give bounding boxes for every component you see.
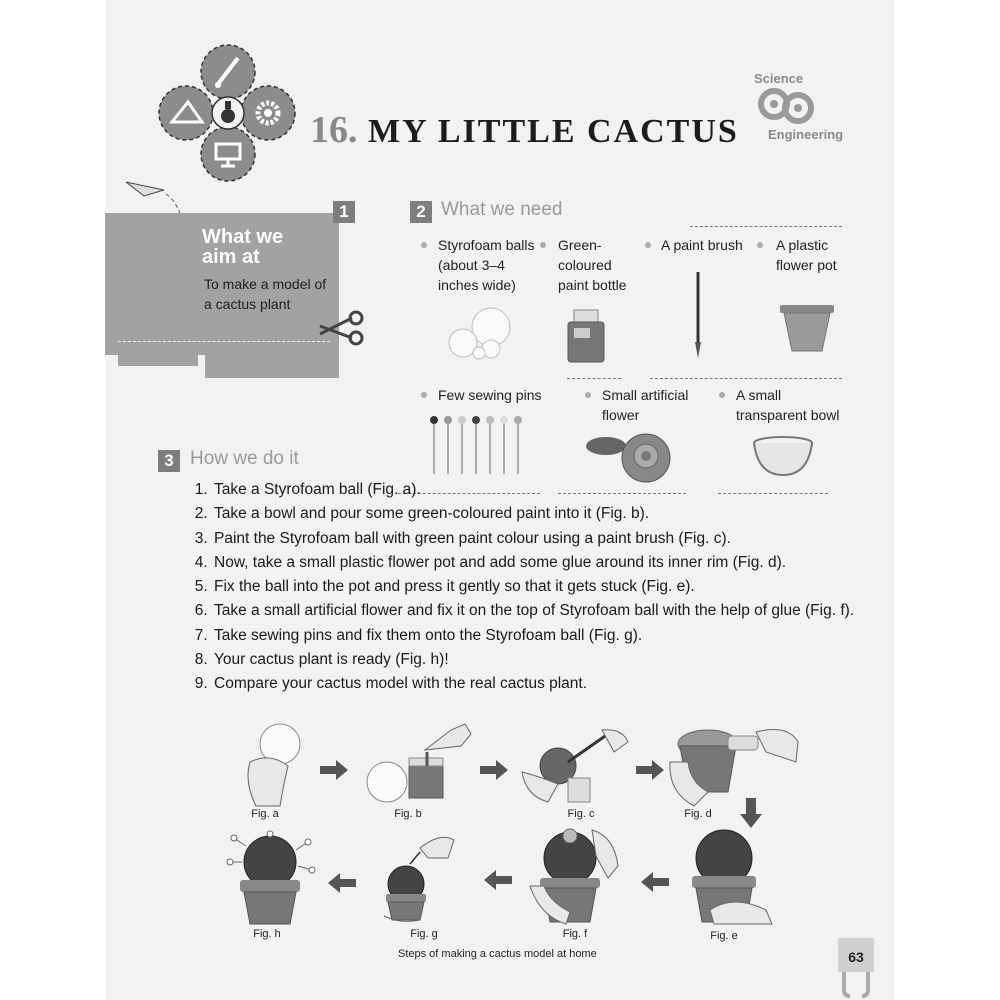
- need-divider: [567, 378, 621, 379]
- fig-label-d: Fig. d: [684, 808, 712, 820]
- step-item: 6. Take a small artificial flower and fix it on the top of Styrofoam ball with the help of glue (Fig. f).: [212, 599, 872, 623]
- bullet: [421, 242, 427, 248]
- step-item: 4. Now, take a small plastic flower pot and add some glue around its inner rim (Fig. d).: [212, 551, 872, 575]
- arrow-left-icon: [328, 873, 356, 893]
- scissors-icon: [318, 312, 368, 346]
- fig-label-f: Fig. f: [562, 928, 588, 940]
- step-item: 8. Your cactus plant is ready (Fig. h)!: [212, 648, 872, 672]
- paint-brush-icon: [692, 272, 704, 358]
- styrofoam-balls-icon: [443, 305, 515, 361]
- transparent-bowl-icon: [752, 435, 814, 479]
- bullet: [540, 242, 546, 248]
- subject-engineering: Engineering: [768, 127, 844, 142]
- chapter-title: [310, 108, 739, 152]
- section-badge-1: 1: [333, 201, 355, 223]
- fig-label-e: Fig. e: [710, 930, 738, 942]
- steps-list: [188, 478, 872, 697]
- step-item: 3. Paint the Styrofoam ball with green paint colour using a paint brush (Fig. c).: [212, 527, 872, 551]
- fig-label-c: Fig. c: [567, 808, 595, 820]
- bullet: [645, 242, 651, 248]
- need-item-styrofoam: Styrofoam balls (about 3–4 inches wide): [438, 237, 535, 293]
- arrow-right-icon: [636, 760, 664, 780]
- step-item: 1. Take a Styrofoam ball (Fig. a).: [212, 478, 872, 502]
- fig-e-illustration: [684, 824, 774, 926]
- fig-label-g: Fig. g: [410, 928, 438, 940]
- fig-c-illustration: [518, 722, 630, 806]
- arrow-left-icon: [641, 872, 669, 892]
- infinity-swirl-icon: [756, 86, 820, 126]
- step-item: 2. Take a bowl and pour some green-coloured paint into it (Fig. b).: [212, 502, 872, 526]
- how-heading: How we do it: [190, 448, 299, 469]
- need-item-paint-brush: A paint brush: [661, 237, 743, 253]
- page-tab-decoration: [838, 972, 874, 998]
- stem-clover-icon: [158, 44, 298, 180]
- aim-heading: What we aim at: [202, 226, 284, 268]
- fig-g-illustration: [380, 828, 456, 924]
- subject-science: Science: [754, 71, 804, 86]
- step-item: 7. Take sewing pins and fix them onto the Styrofoam ball (Fig. g).: [212, 624, 872, 648]
- step-item: 9. Compare your cactus model with the real cactus plant.: [212, 672, 872, 696]
- bullet: [421, 392, 427, 398]
- arrow-left-icon: [484, 870, 512, 890]
- bullet: [757, 242, 763, 248]
- page-number: 63: [838, 938, 874, 972]
- need-item-sewing-pins: Few sewing pins: [438, 387, 542, 403]
- chapter-title-text: MY LITTLE CACTUS: [368, 113, 739, 150]
- need-item-artificial-flower: Small artificial flower: [602, 387, 689, 423]
- flower-pot-icon: [780, 305, 834, 353]
- aim-text: To make a model of a cactus plant: [204, 276, 327, 312]
- need-item-paint-bottle: Green-coloured paint bottle: [558, 237, 627, 293]
- fig-b-illustration: [365, 720, 475, 806]
- aim-cut-line: [118, 341, 330, 342]
- sewing-pins-icon: [428, 414, 524, 476]
- fig-f-illustration: [530, 826, 620, 926]
- need-item-flower-pot: A plastic flower pot: [776, 237, 837, 273]
- need-heading: What we need: [441, 199, 563, 220]
- fig-label-h: Fig. h: [253, 928, 281, 940]
- paint-bottle-icon: [566, 308, 606, 364]
- section-badge-2: 2: [410, 201, 432, 223]
- bullet: [585, 392, 591, 398]
- arrow-right-icon: [320, 760, 348, 780]
- fig-d-illustration: [668, 722, 800, 808]
- aim-box-tab: [118, 352, 198, 366]
- step-item: 5. Fix the ball into the pot and press it gently so that it gets stuck (Fig. e).: [212, 575, 872, 599]
- figure-caption: Steps of making a cactus model at home: [398, 948, 597, 960]
- fig-h-illustration: [228, 832, 314, 926]
- need-item-transparent-bowl: A small transparent bowl: [736, 387, 840, 423]
- fig-label-a: Fig. a: [251, 808, 279, 820]
- bullet: [719, 392, 725, 398]
- fig-label-b: Fig. b: [394, 808, 422, 820]
- chapter-number: 16.: [310, 109, 358, 151]
- arrow-right-icon: [480, 760, 508, 780]
- need-divider: [650, 378, 842, 379]
- fig-a-illustration: [240, 722, 310, 808]
- section-badge-3: 3: [158, 450, 180, 472]
- need-divider-top: [690, 226, 842, 227]
- artificial-flower-icon: [584, 428, 676, 484]
